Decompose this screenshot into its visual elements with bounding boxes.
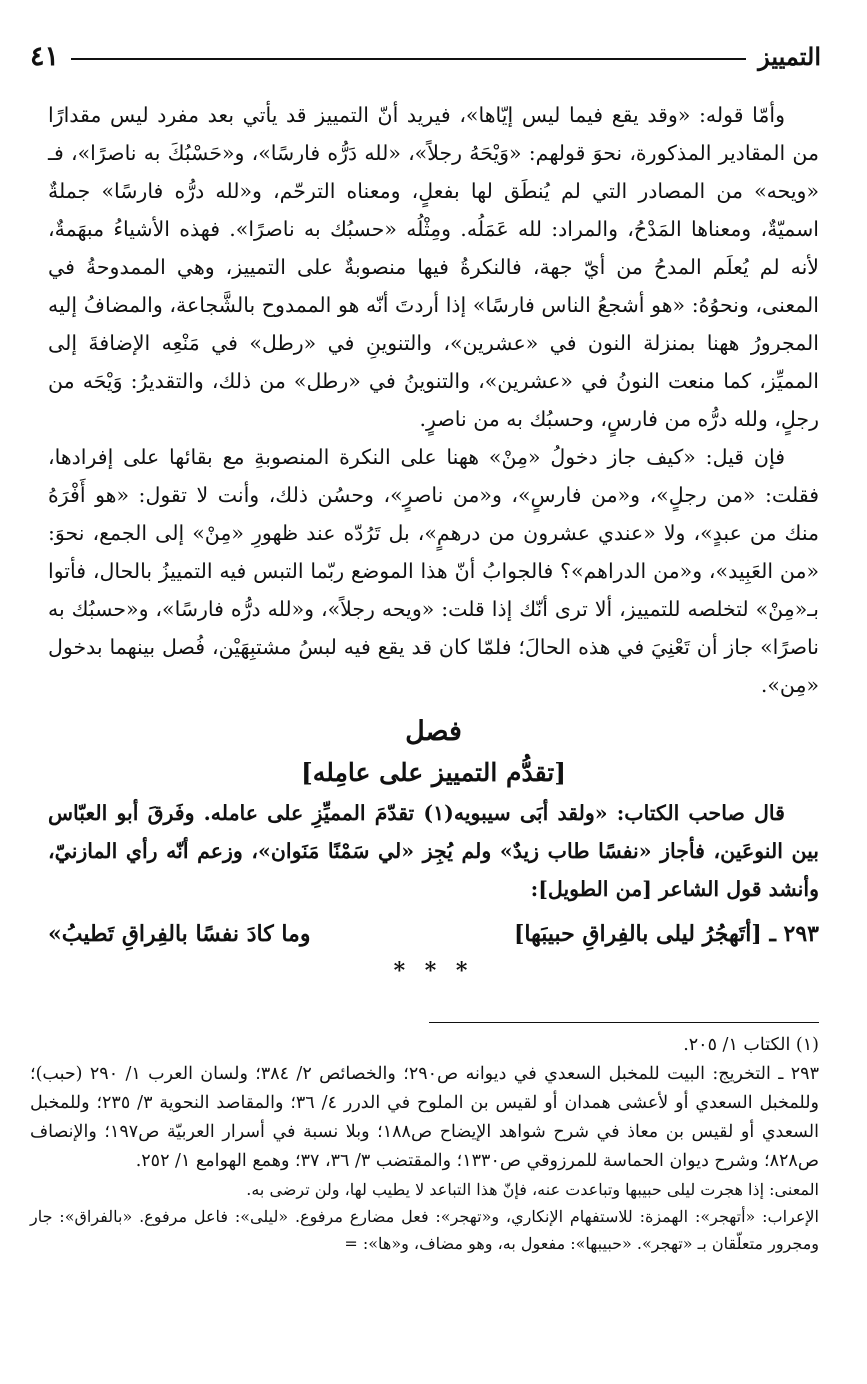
section-subtitle: [تقدُّم التمييز على عامِله]: [300, 758, 567, 787]
running-title: التمييز: [758, 41, 821, 71]
verse-second-hemistich: وما كادَ نفسًا بالفِراقِ تَطيبُ»: [48, 921, 311, 947]
footnote-takhrij: ٢٩٣ ـ التخريج: البيت للمخبل السعدي في ديوانه ص٢٩٠؛ والخصائص ٢/ ٣٨٤؛ ولسان العرب ١/ ٢٩٠ (حبب)؛ وللمخبل السعدي أو لأعشى همدان أو لقيس بن الملوح في الدرر ٤/ ٣٦؛ والمقاصد النحوية ٣/ ٢٣٥؛ وللمخبل السعدي أو لقيس بن معاذ في شرح شواهد الإيضاح ص١٨٨؛ وبلا نسبة في أسرار العربيّة ص١٩٧؛ والإنصاف ص٨٢٨؛ وشرح ديوان الحماسة للمرزوقي ص١٣٣٠؛ والمقتضب ٣/ ٣٦، ٣٧؛ وهمع الهوامع ١/ ٢٥٢.: [30, 1064, 820, 1171]
paragraph-2: فإن قيل: «كيف جاز دخولُ «مِنْ» ههنا على النكرة المنصوبةِ مع بقائها على إفرادها، فقلت: «من رجلٍ»، و«من فارسٍ»، و«من ناصرٍ»، وحسُن ذلك، وأنت لا تقول: «هو أَفْرَهُ منك من عبدٍ»، ولا «عندي عشرون من درهمٍ»، بل تَرُدّه عند ظهورِ «مِنْ» إلى الجمع، نحوَ: «من العَبِيد»، و«من الدراهم»؟ فالجوابُ أنّ هذا الموضع ربّما التبس فيه التمييزُ بالحال، فأتوا بـ«مِنْ» لتخلصه للتمييز، ألا ترى أنّك إذا قلت: «ويحه رجلاً»، و«لله درُّه فارسًا»، و«حسبُك به ناصرًا» جاز أن تَعْنِيَ في هذه الحالَ؛ فلمّا كان قد يقع فيه لبسُ مشتبِهَيْن، فُصل بينهما بدخول «مِن».: [48, 445, 819, 697]
footnote-1: (١) الكتاب ١/ ٢٠٥.: [683, 1035, 819, 1055]
page-number: ٤١: [30, 40, 60, 72]
section-separator: * * *: [393, 958, 474, 984]
footnotes: [30, 1022, 819, 1257]
footnote-irab: الإعراب: «أتهجر»: الهمزة: للاستفهام الإنكاري، و«تهجر»: فعل مضارع مرفوع. «ليلى»: فاعل مرفوع. «بالفراق»: جار ومجرور متعلّقان بـ «تهجر». «حبيبها»: مفعول به، وهو مضاف، و«ها»: =: [30, 1207, 820, 1253]
footnote-maana: المعنى: إذا هجرت ليلى حبيبها وتباعدت عنه، فإنّ هذا التباعد لا يطيب لها، ولن ترضى به.: [246, 1180, 819, 1199]
verse-first-hemistich: ٢٩٣ ـ [أتَهجُرُ ليلى بالفِراقِ حبيبَها]: [513, 921, 819, 947]
paragraph-1: وأمّا قوله: «وقد يقع فيما ليس إيّاها»، فيريد أنّ التمييز قد يأتي بعد مفرد ليس مقدارًا من المقادير المذكورة، نحوَ قولهم: «وَيْحَهُ رجلاً»، «لله دَرُّه فارسًا»، و«حَسْبُكَ به ناصرًا»، فـ «ويحه» من المصادر التي لم يُنطَق لها بفعلٍ، ومعناه الترحّم، و«لله درُّه فارسًا» جملةٌ اسميّةٌ، ومعناها المَدْحُ، والمراد: لله عَمَلُه. ومِثْلُه «حسبُك به ناصرًا». فهذه الأشياءُ مبهَمةٌ، لأنه لم يُعلَم المدحُ من أيّ جهة، فالنكرةُ فيها منصوبةٌ على التمييز، وهي الممدوحةُ في المعنى، ونحوُهُ: «هو أشجعُ الناس فارسًا» إذا أردتَ أنّه هو الممدوح بالشَّجاعة، والمضافُ إليه المجرورُ ههنا بمنزلة النون في «عشرين»، والتنوينِ في «رطل» في مَنْعِه الإضافةَ إلى المميِّز، كما منعت النونُ في «عشرين»، والتنوينُ في «رطل» من ذلك، والتقديرُ: وَيْحَه من رجلٍ، ولله درُّه من فارسٍ، وحسبُك به من ناصرٍ.: [48, 103, 819, 431]
section-title: فصل: [405, 716, 462, 747]
header-rule: [71, 58, 746, 60]
poem-verse: [48, 912, 819, 956]
running-header: [30, 36, 821, 76]
section-paragraph: قال صاحب الكتاب: «ولقد أبَى سيبويه(١) تقدّمَ المميِّزِ على عامله. وفَرقَ أبو العبّاس بين النوعَين، فأجاز «نفسًا طاب زيدٌ» ولم يُجِز «لي سَمْنًا مَنَوان»، وزعم أنّه رأي المازنيّ، وأنشد قول الشاعر [من الطويل]:: [48, 801, 819, 901]
footnote-rule: [429, 1022, 819, 1023]
main-text: [48, 96, 819, 986]
